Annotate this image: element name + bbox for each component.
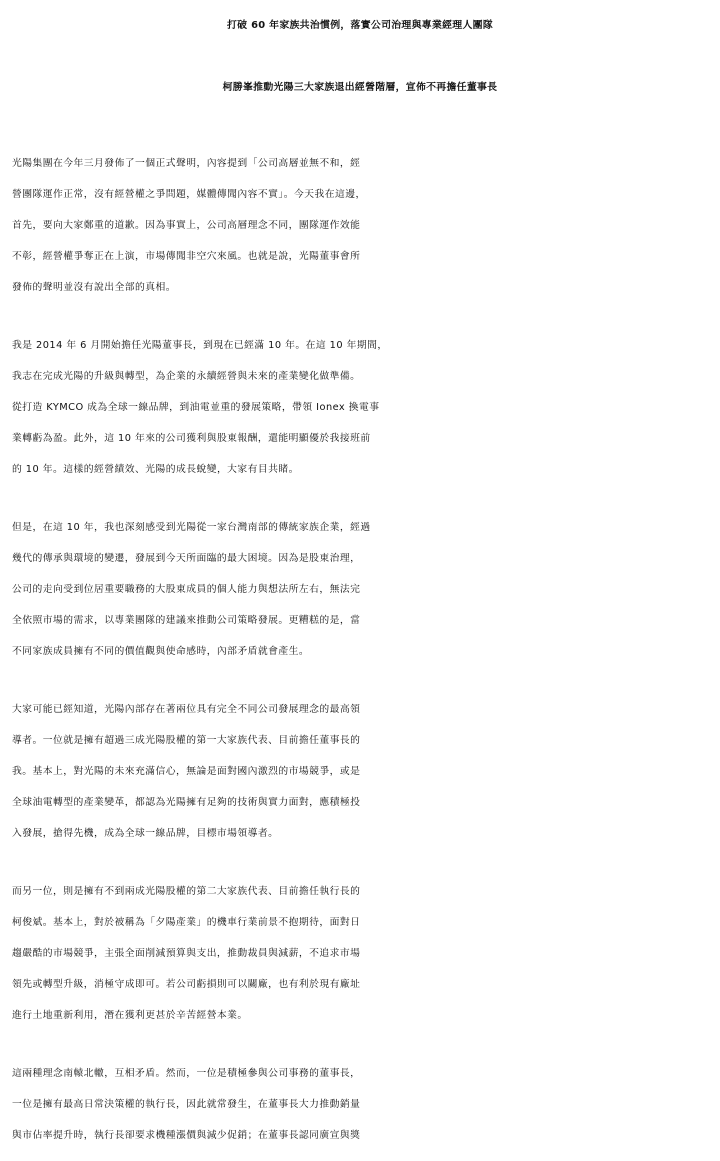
paragraph-line: 入發展，搶得先機，成為全球一線品牌，目標市場領導者。: [12, 828, 279, 839]
paragraph-line: 全球油電轉型的產業變革，都認為光陽擁有足夠的技術與實力面對，應積極投: [12, 797, 361, 808]
paragraph-line: 大家可能已經知道，光陽內部存在著兩位具有完全不同公司發展理念的最高領: [12, 704, 361, 715]
paragraph-line: 我是 2014 年 6 月開始擔任光陽董事長，到現在已經滿 10 年。在這 10 年期間，: [12, 340, 388, 351]
paragraph-1: [12, 148, 712, 303]
paragraph-line: 營團隊運作正常，沒有經營權之爭問題，媒體傳聞內容不實」。今天我在這邊，: [12, 189, 366, 200]
paragraph-line: 幾代的傳承與環境的變遷，發展到今天所面臨的最大困境。因為是股東治理，: [12, 553, 361, 564]
paragraph-line: 趨嚴酷的市場競爭，主張全面削減預算與支出，推動裁員與減薪，不追求市場: [12, 948, 361, 959]
paragraph-3: [12, 512, 712, 667]
paragraph-line: 公司的走向受到位居重要職務的大股東成員的個人能力與想法所左右，無法完: [12, 584, 361, 595]
document-subtitle: 柯勝峯推動光陽三大家族退出經營階層，宣佈不再擔任董事長: [222, 82, 498, 93]
paragraph-line: 不同家族成員擁有不同的價值觀與使命感時，內部矛盾就會產生。: [12, 646, 310, 657]
paragraph-line: 從打造 KYMCO 成為全球一線品牌，到油電並重的發展策略，帶領 Ionex 換電事: [12, 402, 380, 413]
paragraph-line: 進行土地重新利用，潛在獲利更甚於辛苦經營本業。: [12, 1010, 248, 1021]
paragraph-line: 柯俊斌。基本上，對於被稱為「夕陽產業」的機車行業前景不抱期待，面對日: [12, 917, 361, 928]
paragraph-line: 發佈的聲明並沒有說出全部的真相。: [12, 282, 176, 293]
paragraph-line: 導者。一位就是擁有超過三成光陽股權的第一大家族代表、目前擔任董事長的: [12, 735, 361, 746]
paragraph-line: 我志在完成光陽的升級與轉型，為企業的永續經營與未來的產業變化做準備。: [12, 371, 361, 382]
paragraph-5: [12, 876, 712, 1031]
paragraph-6: [12, 1058, 712, 1151]
paragraph-2: [12, 330, 712, 485]
paragraph-line: 首先，要向大家鄭重的道歉。因為事實上，公司高層理念不同，團隊運作效能: [12, 220, 361, 231]
paragraph-line: 而另一位，則是擁有不到兩成光陽股權的第二大家族代表、目前擔任執行長的: [12, 886, 361, 897]
paragraph-line: 我。基本上，對光陽的未來充滿信心，無論是面對國內激烈的市場競爭，或是: [12, 766, 361, 777]
paragraph-4: [12, 694, 712, 849]
paragraph-line: 一位是擁有最高日常決策權的執行長，因此就常發生，在董事長大力推動銷量: [12, 1099, 361, 1110]
paragraph-line: 與市佔率提升時，執行長卻要求機種漲價與減少促銷；在董事長認同廣宣與獎: [12, 1130, 361, 1141]
paragraph-line: 全依照市場的需求，以專業團隊的建議來推動公司策略發展。更糟糕的是，當: [12, 615, 361, 626]
paragraph-line: 的 10 年。這樣的經營績效、光陽的成長蛻變，大家有目共睹。: [12, 464, 299, 475]
paragraph-line: 但是，在這 10 年，我也深刻感受到光陽從一家台灣南部的傳統家族企業，經過: [12, 522, 371, 533]
paragraph-line: 業轉虧為盈。此外，這 10 年來的公司獲利與股東報酬，還能明顯優於我接班前: [12, 433, 371, 444]
paragraph-line: 領先或轉型升級，消極守成即可。若公司虧損則可以關廠，也有利於現有廠址: [12, 979, 361, 990]
paragraph-line: 這兩種理念南轅北轍，互相矛盾。然而，一位是積極參與公司事務的董事長，: [12, 1068, 361, 1079]
paragraph-line: 光陽集團在今年三月發佈了一個正式聲明，內容提到「公司高層並無不和，經: [12, 158, 361, 169]
paragraph-line: 不彰，經營權爭奪正在上演，市場傳聞非空穴來風。也就是說，光陽董事會所: [12, 251, 361, 262]
document-title: 打破 60 年家族共治慣例，落實公司治理與專業經理人團隊: [226, 20, 494, 31]
